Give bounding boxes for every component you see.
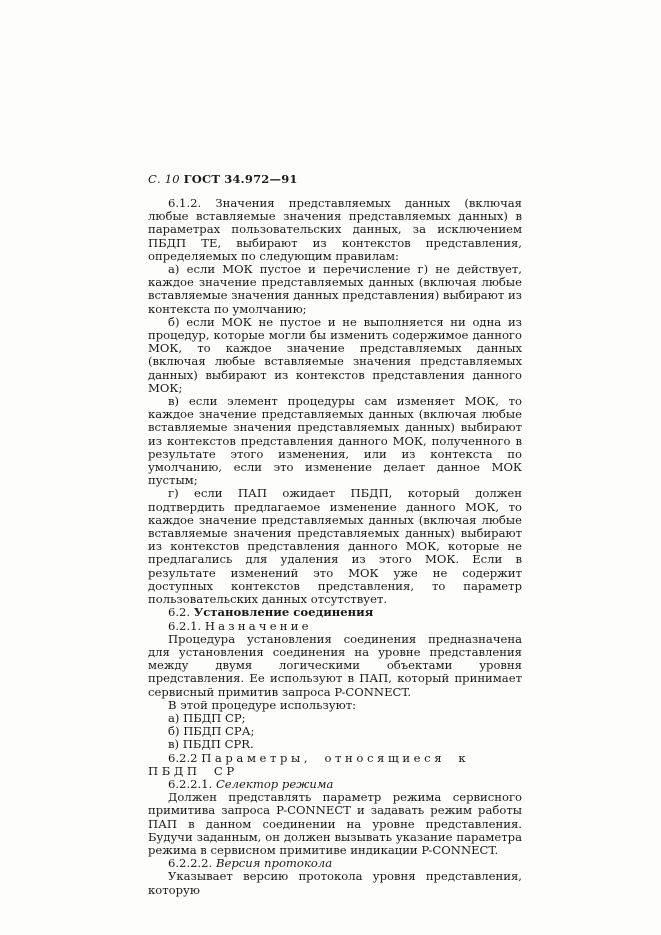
section-6-2-1-title: Назначение: [204, 618, 312, 633]
rule-g: г) если ПАП ожидает ПБДП, который должен подтвердить предлагаемое изменение данного МОК, то каждое значение представляемых данных (включая любые вставляемые значения представляемых данных) выбирают из контекстов представления данного МОК, которые не предлагались для удаления из этого МОК. Если в результате изменений это МОК уже не содержит доступных контекстов представления, то параметр пользовательских данных отсутствует.: [148, 486, 522, 607]
section-6-2-2-number: 6.2.2: [168, 750, 198, 765]
section-6-2-2-title: Параметры, относящиеся к ПБДП СР: [148, 750, 470, 778]
section-6-2-2-1-number: 6.2.2.1.: [168, 776, 213, 791]
rule-a: а) если МОК пустое и перечисление г) не действует, каждое значение представляемых данных (включая любые вставляемые значения данных представления) выбирают из контекста по умолчанию;: [148, 262, 522, 316]
list-item-v: в) ПБДП CPR.: [168, 737, 254, 752]
section-6-2-2-1-body: Должен представлять параметр режима сервисного примитива запроса P-CONNECT и задавать режим работы ПАП в данном соединении на уровне представления. Будучи заданным, он должен вызывать указание параметра режима в сервисном примитиве индикации P-CONNECT.: [148, 790, 522, 857]
uses-intro: В этой процедуре используют:: [168, 697, 357, 712]
page-label: С. 10: [148, 172, 180, 186]
list-item-b: б) ПБДП СРА;: [168, 724, 255, 739]
section-6-2-1-body: Процедура установления соединения предназначена для установления соединения на уровне представления между двумя логическими объектами уровня представления. Ее используют в ПАП, который принимает сервисный примитив запроса P-CONNECT.: [148, 631, 522, 699]
list-item-a: а) ПБДП СР;: [168, 710, 246, 725]
page-header: [148, 172, 298, 186]
rule-b: б) если МОК не пустое и не выполняется ни одна из процедур, которые могли бы изменить содержимое данного МОК, то каждое значение представляемых данных (включая любые вставляемые значения представляемых данных) выбирают из контекстов представления данного МОК;: [148, 314, 522, 395]
section-6-2-2-1-title: Селектор режима: [215, 776, 334, 791]
standard-number: ГОСТ 34.972—91: [183, 172, 298, 186]
page-body: [148, 197, 522, 897]
paragraph-6-1-2: 6.1.2. Значения представляемых данных (включая любые вставляемые значения представляемых данных) в параметрах пользовательских данных, за исключением ПБДП ТЕ, выбирают из контекстов представления, определяемых по следующим правилам:: [148, 196, 522, 263]
section-6-2-2-2-number: 6.2.2.2.: [168, 856, 213, 871]
section-6-2-1-heading: [148, 620, 522, 633]
section-6-2-2-2-body: Указывает версию протокола уровня представления, которую: [148, 869, 522, 897]
section-6-2-2-heading: [148, 752, 522, 778]
section-6-2-title: Установление соединения: [193, 605, 374, 620]
section-6-2-2-2-title: Версия протокола: [215, 856, 333, 871]
section-6-2-number: 6.2.: [168, 605, 191, 620]
rule-v: в) если элемент процедуры сам изменяет МОК, то каждое значение представляемых данных (включая любые вставляемые значения представляемых данных) выбирают из контекстов представления данного МОК, полученного в результате этого изменения, или из контекста по умолчанию, если это изменение делает данное МОК пустым;: [148, 394, 522, 488]
section-6-2-1-number: 6.2.1.: [168, 618, 202, 633]
